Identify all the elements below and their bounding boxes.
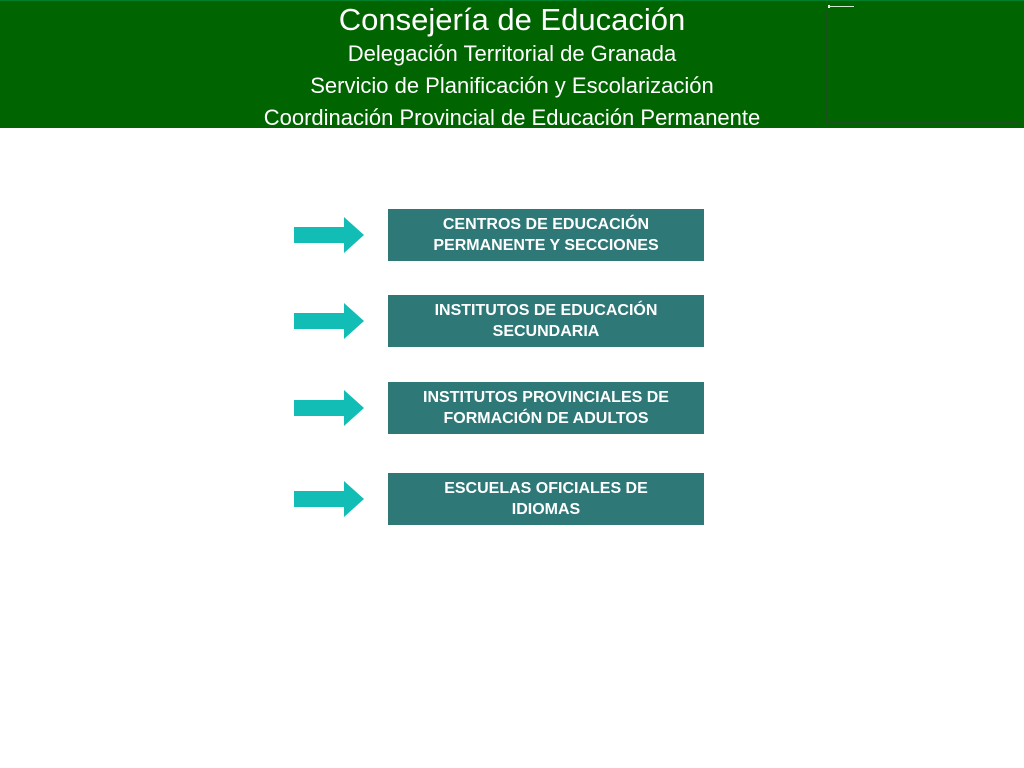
header-subtitle-service: Servicio de Planificación y Escolarización: [310, 73, 714, 98]
page-title: Consejería de Educación: [338, 2, 686, 37]
category-label: ESCUELAS OFICIALES DE IDIOMAS: [444, 480, 648, 518]
category-label: INSTITUTOS DE EDUCACIÓN SECUNDARIA: [434, 302, 658, 340]
header-subtitle-delegation: Delegación Territorial de Granada: [347, 41, 677, 66]
list-item: [0, 209, 1024, 261]
category-box-secondary-institutes[interactable]: [388, 295, 704, 347]
logo-placeholder: [826, 9, 1020, 123]
category-box-adult-education-institutes[interactable]: [388, 382, 704, 434]
list-item: [0, 295, 1024, 347]
logo-marker-line: [828, 6, 854, 7]
arrow-right-icon: [294, 217, 364, 253]
header-banner: [0, 0, 1024, 128]
list-item: [0, 382, 1024, 434]
category-label: CENTROS DE EDUCACIÓN PERMANENTE Y SECCIONES: [433, 216, 659, 254]
list-item: [0, 473, 1024, 525]
arrow-right-icon: [294, 303, 364, 339]
arrow-right-icon: [294, 481, 364, 517]
category-label: INSTITUTOS PROVINCIALES DE FORMACIÓN DE ADULTOS: [423, 389, 669, 427]
category-box-permanent-education-centers[interactable]: [388, 209, 704, 261]
arrow-right-icon: [294, 390, 364, 426]
category-box-language-schools[interactable]: [388, 473, 704, 525]
header-subtitle-coordination: Coordinación Provincial de Educación Permanente: [263, 105, 761, 130]
